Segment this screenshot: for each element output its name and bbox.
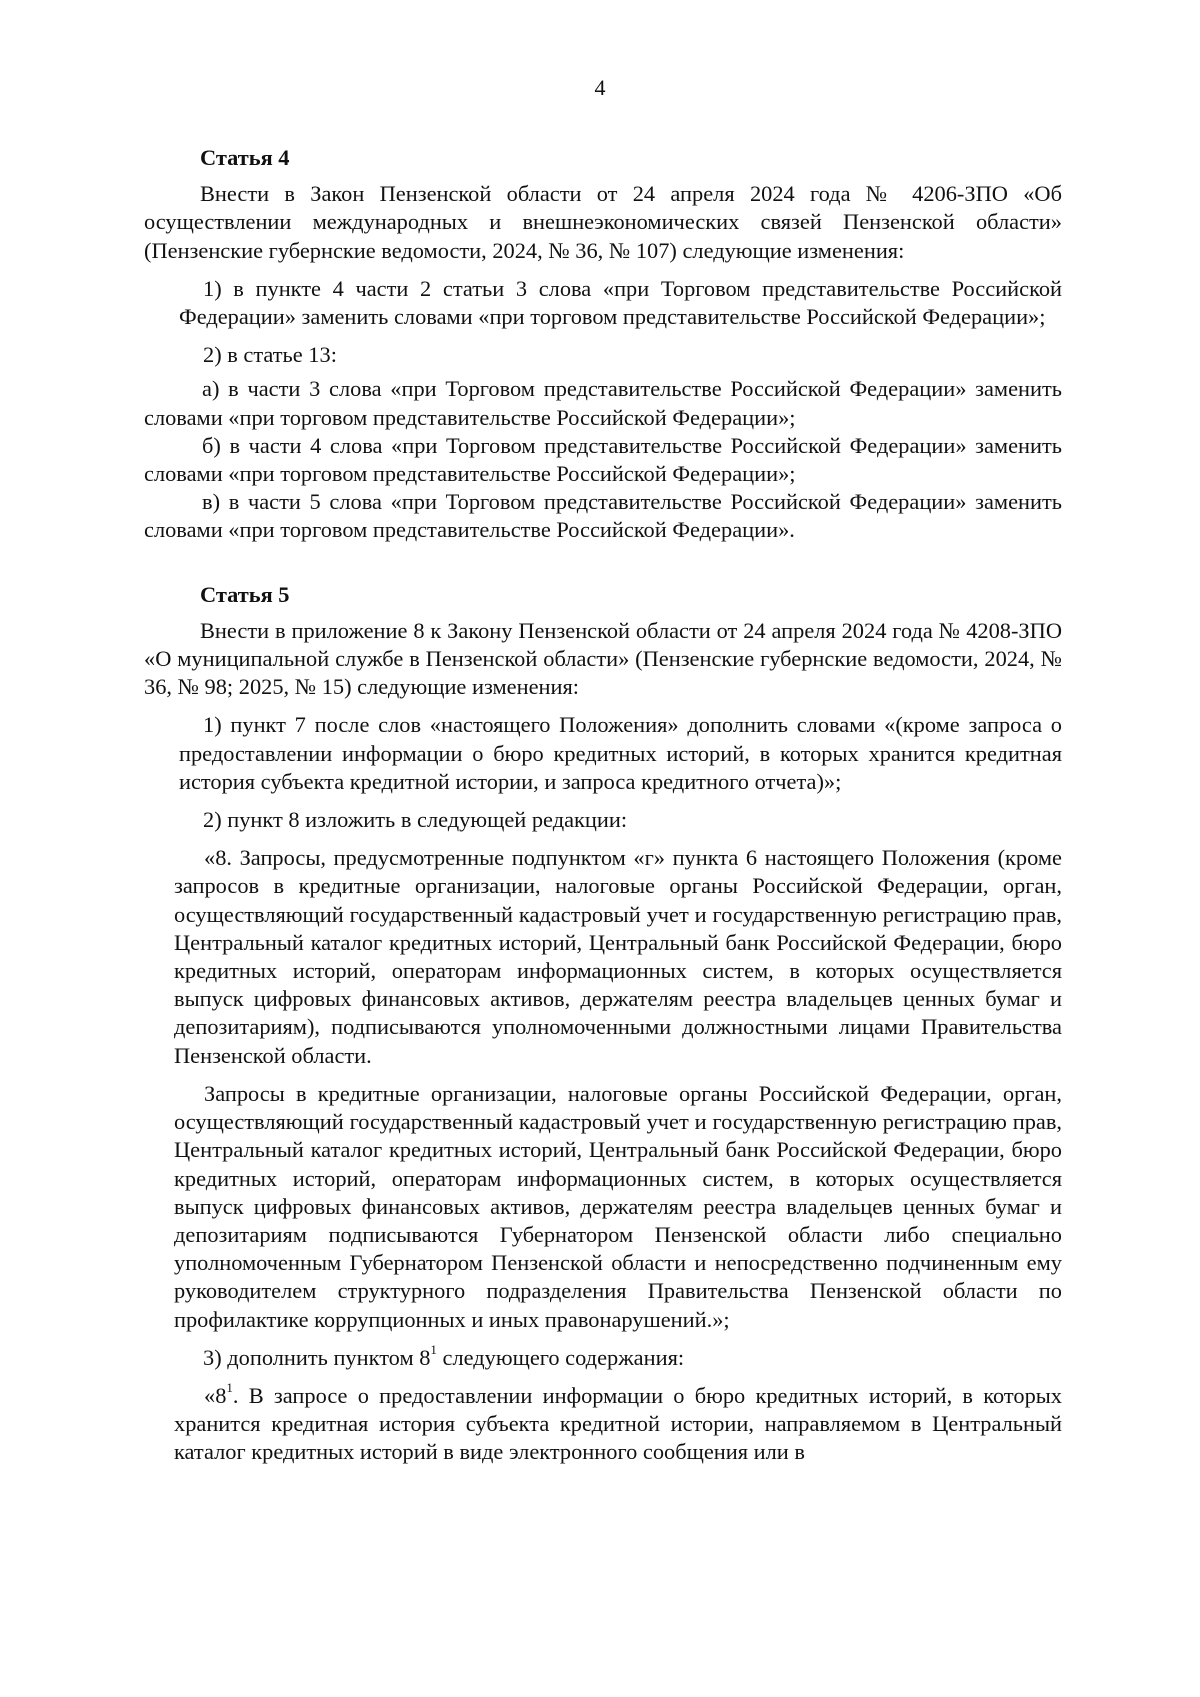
article-5-item-1: 1) пункт 7 после слов «настоящего Положения» дополнить словами «(кроме запроса о предоставлении информации о бюро кредитных историй, в которых хранится кредитная история субъекта кредитной истории, и запроса кредитного отчета)»;: [179, 712, 1062, 794]
article-4-subitem-v: в) в части 5 слова «при Торговом представительстве Российской Федерации» заменить словами «при торговом представительстве Российской Федерации».: [144, 489, 1062, 543]
article-4-subitem-b: б) в части 4 слова «при Торговом представительстве Российской Федерации» заменить словами «при торговом представительстве Российской Федерации»;: [144, 432, 1062, 487]
document-body: [144, 144, 1062, 1477]
article-4-title: Статья 4: [200, 145, 290, 170]
article-gap: [144, 555, 1062, 581]
article-4-item-1: 1) в пункте 4 части 2 статьи 3 слова «при Торговом представительстве Российской Федерации» заменить словами «при торговом представительстве Российской Федерации»;: [179, 275, 1062, 330]
page-number: 4: [594, 75, 606, 100]
quote-8-1-open: «8: [204, 1382, 227, 1408]
item-3-superscript: 1: [430, 1342, 437, 1358]
article-4-item-2: 2) в статье 13:: [203, 342, 337, 368]
article-5-item-2: 2) пункт 8 изложить в следующей редакции:: [203, 807, 628, 833]
article-4-subitem-a: а) в части 3 слова «при Торговом представительстве Российской Федерации» заменить словами «при торговом представительстве Российской Федерации»;: [144, 376, 1062, 430]
quote-8-paragraph-2: Запросы в кредитные организации, налоговые органы Российской Федерации, орган, осуществляющий государственный кадастровый учет и государственную регистрацию прав, Центральный каталог кредитных историй, Центральный банк Российской Федерации, бюро кредитных историй, операторам информационных систем, в которых осуществляется выпуск цифровых финансовых активов, держателям реестра владельцев ценных бумаг и депозитариям подписываются Губернатором Пензенской области либо специально уполномоченным Губернатором Пензенской области и непосредственно подчиненным ему руководителем структурного подразделения Правительства Пензенской области по профилактике коррупционных и иных правонарушений.»;: [174, 1080, 1062, 1332]
article-5-title: Статья 5: [200, 581, 290, 607]
quote-8-paragraph-1: «8. Запросы, предусмотренные подпунктом «г» пункта 6 настоящего Положения (кроме запросов в кредитные организации, налоговые органы Российской Федерации, орган, осуществляющий государственный кадастровый учет и государственную регистрацию прав, Центральный каталог кредитных историй, Центральный банк Российской Федерации, бюро кредитных историй, операторам информационных систем, в которых осуществляется выпуск цифровых финансовых активов, держателям реестра владельцев ценных бумаг и депозитариям), подписываются уполномоченными должностными лицами Правительства Пензенской области.: [174, 845, 1062, 1068]
article-5-intro: Внести в приложение 8 к Закону Пензенской области от 24 апреля 2024 года № 4208-ЗПО «О муниципальной службе в Пензенской области» (Пензенские губернские ведомости, 2024, № 36, № 98; 2025, № 15) следующие изменения:: [144, 617, 1062, 700]
quote-8-1-superscript: 1: [226, 1380, 233, 1396]
item-3-text-before: 3) дополнить пунктом 8: [203, 1344, 431, 1370]
quote-8-1-text: . В запросе о предоставлении информации о бюро кредитных историй, в которых хранится кредитная история субъекта кредитной истории, направляемом в Центральный каталог кредитных историй в виде электронного сообщения или в: [174, 1382, 1062, 1465]
item-3-text-after: следующего содержания:: [436, 1344, 685, 1370]
article-5-item-3: [144, 1344, 1062, 1372]
article-4-intro: Внести в Закон Пензенской области от 24 апреля 2024 года № 4206-ЗПО «Об осуществлении международных и внешнеэкономических связей Пензенской области» (Пензенские губернские ведомости, 2024, № 36, № 107) следующие изменения:: [144, 181, 1062, 263]
article-5-quote-8-1: [144, 1382, 1062, 1467]
article-4-subitems: [144, 375, 1062, 544]
article-5-quote-8: [144, 844, 1062, 1333]
quote-8-1-paragraph: [174, 1382, 1062, 1467]
